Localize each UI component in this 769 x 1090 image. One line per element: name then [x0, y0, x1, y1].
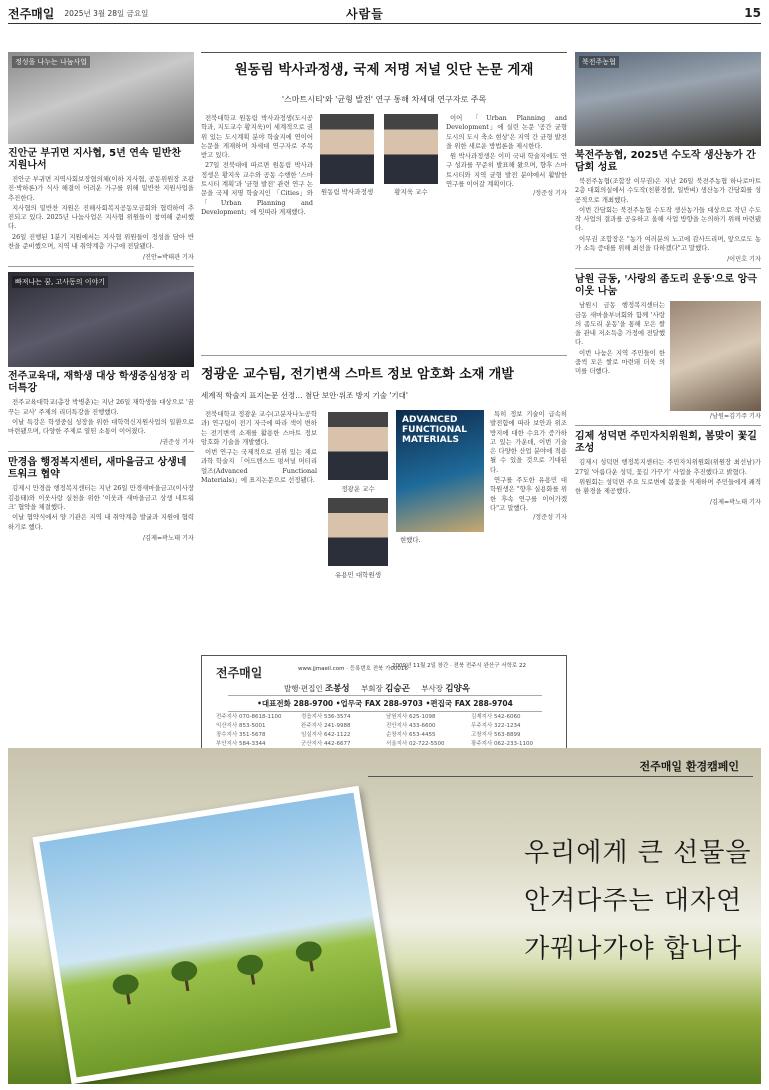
info-directory [216, 712, 556, 747]
directory-entry: 전주지사 070-8618-1100 [216, 714, 282, 720]
paragraph: 이어 「Urban Planning and Development」에 실린 논문 '공간 균형 도시의 도시 축소 현상'은 지역 간 균형 발전을 위한 새로운 방법론을 제시한다. [446, 114, 567, 150]
paragraph: 이날 특강은 학생중심 성장을 위한 대학혁신지원사업의 일환으로 마련됐으며, 다양한 주제로 열띤 소통이 이어졌다. [8, 417, 194, 436]
feature-subhead: 세계적 학술지 표지논문 선정… 첨단 보안·위조 방지 기술 '기대' [201, 391, 408, 400]
journal-title-line: MATERIALS [402, 434, 459, 445]
paper-logo: 전주매일 [8, 6, 55, 21]
section-title: 사람들 [346, 6, 384, 21]
staff-name: 김양옥 [445, 684, 470, 694]
paragraph: 위원회는 성덕면 주요 도로변에 봄꽃을 식재하며 주민들에게 쾌적한 환경을 제공했다. [575, 477, 761, 496]
portrait-photo [320, 114, 374, 184]
byline: /이민호 기자 [727, 256, 761, 264]
ad-copy-line: 우리에게 큰 선물을 [524, 838, 752, 868]
paragraph: 진안군 부귀면 지역사회보장협의체(이하 지사협, 공동위원장 조광진·박하론)가 식사 해결이 어려운 가구를 위해 밑반찬 지원사업을 추진한다. [8, 175, 194, 202]
masthead [8, 4, 761, 22]
paragraph: 특히 정보 기술이 급속히 발전함에 따라 보안과 위조 방지에 대한 수요가 증가하고 있는 가운데, 이번 기술은 다양한 산업 분야에 적용될 수 있을 것으로 기대된다. [490, 410, 567, 474]
staff-label: 부사장 [421, 684, 443, 693]
campaign-rule [368, 776, 753, 777]
feature-body-mid [396, 536, 484, 546]
divider [8, 451, 194, 452]
article-headline[interactable]: 만경읍 행정복지센터, 새마을금고 상생네트워크 협약 [8, 457, 187, 481]
portrait-photo [328, 412, 388, 480]
feature-body-right [490, 410, 567, 523]
paragraph: 이번 나눔은 지역 주민들이 한 줌씩 모은 쌀로 마련돼 더욱 의미를 더했다. [575, 348, 665, 376]
feature-body-right [446, 114, 567, 199]
directory-entry: 진안지사 433-6600 [386, 723, 436, 729]
article-headline[interactable]: 북전주농협, 2025년 수도작 생산농가 간담회 성료 [575, 150, 756, 173]
journal-cover [396, 410, 484, 532]
ad-copy-line: 안겨다주는 대자연 [524, 886, 743, 916]
paragraph: 북전주농협(조합장 이무권)은 지난 26일 북전주농협 하나로마트 2층 대회의실에서 수도작(친환경쌀, 일반벼) 생산농가 간담회를 성공적으로 개최했다. [575, 177, 761, 204]
directory-entry: 군산지사 442-6677 [301, 741, 351, 747]
left-column [8, 52, 194, 542]
article-body [8, 484, 194, 531]
masthead-divider [8, 23, 761, 24]
paragraph: 이무권 조합장은 "농가 여러분의 노고에 감사드리며, 앞으로도 농가 소득 증대를 위해 최선을 다하겠다"고 말했다. [575, 234, 761, 252]
directory-entry: 광주지사 062-233-1100 [471, 741, 533, 747]
portrait-photo [328, 498, 388, 566]
byline: /남원=김기주 기자 [709, 413, 761, 421]
tree-icon [236, 953, 265, 977]
byline: /진안=박태관 기자 [142, 254, 194, 262]
landscape-card-image [32, 786, 397, 1084]
staff-name: 김승곤 [385, 684, 410, 694]
directory-entry: 무주지사 322-1234 [471, 723, 521, 729]
article-headline[interactable]: 진안군 부귀면 지사협, 5년 연속 밑반찬 지원나서 [8, 148, 182, 171]
staff-label: 발행·편집인 [284, 684, 323, 693]
environment-campaign-ad [8, 748, 761, 1084]
paragraph: 지사협의 밑반찬 지원은 진해사회복지공동모금회와 협력하여 추진되고 있다. 2025년 나눔사업은 지사협 위원들이 참여해 준비했다. [8, 203, 194, 231]
byline: /김제=곽노태 기자 [709, 499, 761, 507]
directory-entry: 순창지사 653-4455 [386, 732, 436, 738]
divider [8, 266, 194, 267]
article-body [8, 398, 194, 436]
directory-entry: 장수지사 351-5678 [216, 732, 266, 738]
photo-caption: 유용민 대학원생 [334, 571, 382, 579]
byline: /정준성 기자 [533, 514, 567, 522]
photo-caption: 빠져나는 꿈, 고사동의 이야기 [12, 276, 108, 288]
portrait-photo [384, 114, 438, 184]
photo-caption: 정성을 나누는 나눔사업 [12, 56, 90, 68]
feature-headline[interactable]: 원동림 박사과정생, 국제 저명 저널 잇단 논문 게재 [234, 62, 534, 78]
paragraph: 이번 간담회는 북전주농협 수도작 생산농가들 대상으로 작년 수도작 사업의 결과를 공유하고 올해 사업 방향을 논의하기 위해 마련됐다. [575, 205, 761, 233]
tree-icon [294, 940, 323, 964]
directory-entry: 익산지사 853-5001 [216, 723, 266, 729]
info-staff [284, 682, 479, 694]
article-body [575, 458, 761, 496]
paragraph: 전북대학교 정광운 교수(고분자나노공학과) 연구팀이 전기 자극에 따라 색이 변하는 전기변색 소재를 활용한 스마트 정보 암호화 기술을 개발했다. [201, 410, 317, 446]
right-column [575, 52, 761, 506]
paragraph: 27일 전북대에 따르면 원동림 박사과정생은 황지욱 교수와 공동 수행한 '스마트시티 계획'과 '균형 발전' 관련 연구 논문을 국제 저명 학술지인 「Cities」와 「Urban Planning and Development」에 잇따라 게재했다. [201, 161, 313, 216]
feature-headline[interactable]: 정광운 교수팀, 전기변색 스마트 정보 암호화 소재 개발 [201, 367, 514, 382]
tree-icon [111, 973, 140, 997]
article-body [8, 175, 194, 251]
paragraph: 현했다. [400, 536, 421, 544]
info-phone-line: •대표전화 288-9700 •업무국 FAX 288-9703 •편집국 FAX 288-9704 [228, 695, 542, 712]
paragraph: 전북대학교 원동림 박사과정생(도시공학과, 지도교수 황지욱)이 세계적으로 권위 있는 도시계획 분야 학술지에 연이어 논문을 게재하며 차세대 연구자로 주목받고 있다. [201, 114, 313, 160]
divider [201, 355, 567, 356]
divider [575, 268, 761, 269]
journal-title-line: FUNCTIONAL [402, 424, 467, 435]
staff-label: 부회장 [361, 684, 383, 693]
article-photo [575, 52, 761, 146]
photo-caption: 정광운 교수 [341, 485, 375, 493]
byline: /김제=곽노태 기자 [142, 534, 194, 542]
byline: /권준성 기자 [160, 439, 194, 447]
directory-entry: 서울지사 02-722-5500 [386, 741, 445, 747]
byline: /정준성 기자 [533, 190, 567, 198]
photo-caption: 원동림 박사과정생 [320, 188, 374, 196]
feature-body-left [201, 410, 317, 486]
photo-caption: 황지욱 교수 [394, 188, 428, 196]
paragraph: 26일 진행된 1분기 지원에서는 지사협 위원들이 정성을 담아 반찬을 준비했으며, 지역 내 취약계층 가구에 전달됐다. [8, 232, 194, 250]
info-website[interactable]: www.jjmaeil.com · 등록번호 전북 가00016 [298, 666, 408, 672]
directory-entry: 부안지사 584-3344 [216, 741, 266, 747]
article-photo [8, 52, 194, 144]
info-registration: 2009년 11월 2일 창간 · 전북 전주시 완산구 서학로 22 [392, 663, 526, 669]
journal-title-line: ADVANCED [402, 415, 458, 425]
paragraph: 김제시 만경읍 행정복지센터는 지난 26일 만경새마을금고(이사장 김용태)와 이웃사랑 실천을 위한 '이웃과 새마을금고 상생 네트워크' 협약을 체결했다. [8, 484, 194, 511]
article-photo [670, 301, 761, 411]
paragraph: 연구를 주도한 유용민 대학원생은 "향후 실용화를 위한 후속 연구를 이어가겠다"고 말했다. [490, 475, 567, 512]
paragraph: 원 박사과정생은 이미 국내 학술지에도 연구 성과를 꾸준히 발표해 왔으며, 향후 스마트시티와 지역 균형 발전 분야에서 활발한 연구를 이어갈 계획이다. [446, 152, 567, 188]
article-headline[interactable]: 전주교육대, 재학생 대상 학생중심성장 리더특강 [8, 371, 190, 395]
staff-name: 조봉성 [325, 684, 350, 694]
directory-entry: 임실지사 642-1122 [301, 732, 351, 738]
feature-body-left [201, 114, 313, 218]
feature-subhead: '스마트시티'와 '균형 발전' 연구 통해 차세대 연구자로 주목 [281, 95, 487, 104]
photo-caption: 북전주농협 [579, 56, 619, 68]
article-body [575, 301, 665, 411]
ad-copy-line: 가꿔나가야 합니다 [524, 934, 743, 964]
tree-icon [170, 959, 199, 983]
paragraph: 이날 협약식에서 양 기관은 지역 내 취약계층 발굴과 지원에 협력하기로 했다. [8, 513, 194, 531]
paragraph: 김제시 성덕면 행정복지센터는 주민자치위원회(위원장 최선남)가 27일 '아름다운 성덕, 꽃길 가꾸기' 사업을 추진했다고 밝혔다. [575, 458, 761, 476]
directory-entry: 고창지사 563-8899 [471, 732, 521, 738]
divider [575, 425, 761, 426]
article-row [575, 301, 761, 411]
directory-entry: 김제지사 542-6060 [471, 714, 521, 720]
campaign-title: 전주매일 환경캠페인 [639, 760, 739, 773]
directory-entry: 정읍지사 536-3574 [301, 714, 351, 720]
paragraph: 남원시 금동 행정복지센터는 금동 새마을부녀회와 함께 '사랑의 좀도리 운동'을 통해 모은 쌀을 관내 저소득층 가정에 전달했다. [575, 301, 665, 347]
paragraph: 전주교육대학교(총장 박병춘)는 지난 26일 재학생들 대상으로 '꿈꾸는 교사' 주제의 리더특강을 진행했다. [8, 398, 194, 416]
directory-entry: 완주지사 241-9988 [301, 723, 351, 729]
issue-date: 2025년 3월 28일 금요일 [64, 8, 149, 18]
info-paper-name: 전주매일 [216, 666, 263, 680]
paragraph: 이번 연구는 국제적으로 권위 있는 재료과학 학술지 「어드밴스드 펑셔널 머티리얼즈(Advanced Functional Materials)」에 표지논문으로 선정됐다. [201, 448, 317, 484]
article-body [575, 177, 761, 253]
directory-entry: 남원지사 625-1098 [386, 714, 436, 720]
article-photo [8, 272, 194, 367]
feature-top-rule [201, 52, 567, 53]
article-headline[interactable]: 김제 성덕면 주민자치위원회, 봄맞이 꽃길 조성 [575, 431, 757, 455]
article-headline[interactable]: 남원 금동, '사랑의 좀도리 운동'으로 앙극 이웃 나눔 [575, 274, 757, 298]
page-number: 15 [744, 6, 761, 20]
